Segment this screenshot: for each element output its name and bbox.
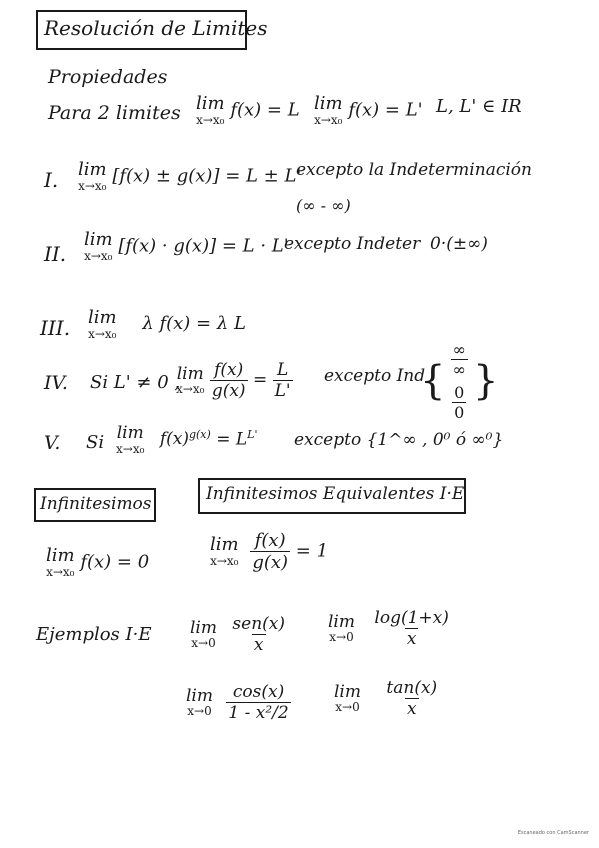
prop-3-number: III. [40,316,71,340]
prop-2-number: II. [44,242,67,266]
ejemplos-label: Ejemplos I·E [36,624,152,645]
prop-2-note2: 0·(±∞) [430,234,488,254]
ejemplo-1: lim x→0 $\frac{\text{sen(x)}}{x}$ [190,614,285,655]
ejemplo-2: lim x→0 $\frac{\log(1+x)}{x}$ [328,608,449,649]
prop-2-formula: lim x→x₀ [f(x) · g(x)] = L · L' [84,229,289,263]
prop-4-cond: Si L' ≠ 0 , [90,372,181,393]
prop-4-note: excepto Ind [324,366,426,386]
propiedades-heading: Propiedades [48,66,168,88]
prop-3-formula: lim x→x₀ λ f(x) = λ L [88,307,246,341]
equivalentes-label: Infinitesimos Equivalentes I·E [206,484,465,504]
prop-5-note: excepto {1^∞ , 0⁰ ó ∞⁰} [294,430,504,450]
prop-1-note2: (∞ - ∞) [296,196,351,215]
prop-1-note: excepto la Indeterminación [296,160,532,180]
prop-2-note: excepto Indeter [284,234,421,254]
para2-lim1: lim x→x₀ f(x) = L [196,93,300,127]
prop-4-number: IV. [44,372,68,394]
ejemplo-3: lim x→0 $\frac{\cos(x)}{\text{1 - x²/2}}$ [186,682,289,723]
prop-5-number: V. [44,432,61,454]
infinitesimo-definition: lim x→x₀ f(x) = 0 [46,545,150,579]
prop-1-number: I. [44,168,59,192]
equivalentes-definition: lim x→x₀ $\frac{f(x)}{g(x)}$ = 1 [210,530,329,573]
para2-lim2: lim x→x₀ f(x) = L' [314,93,423,127]
prop-4-indeterminations: { $\frac{\infty}{\infty}$ $\frac{0}{0}$ } [420,340,499,422]
scanner-watermark: Escaneado con CamScanner [517,830,589,836]
prop-5-formula: lim x→x₀ $f(x)^{g(x)} = L^{L'}$ [116,423,258,456]
infinitesimos-label: Infinitesimos [40,494,152,514]
prop-5-cond: Si [86,432,105,453]
para2-label: Para 2 limites [48,102,181,124]
page-title: Resolución de Limites [44,16,268,40]
para2-domain: L, L' ∈ IR [436,96,522,117]
prop-1-formula: lim x→x₀ [f(x) ± g(x)] = L ± L' [78,159,302,193]
prop-4-formula: lim x→x₀ $\frac{f(x)}{g(x)}$ = $\frac{L}{L'}$ [176,360,291,401]
ejemplo-4: lim x→0 $\frac{\tan(x)}{x}$ [334,678,438,719]
